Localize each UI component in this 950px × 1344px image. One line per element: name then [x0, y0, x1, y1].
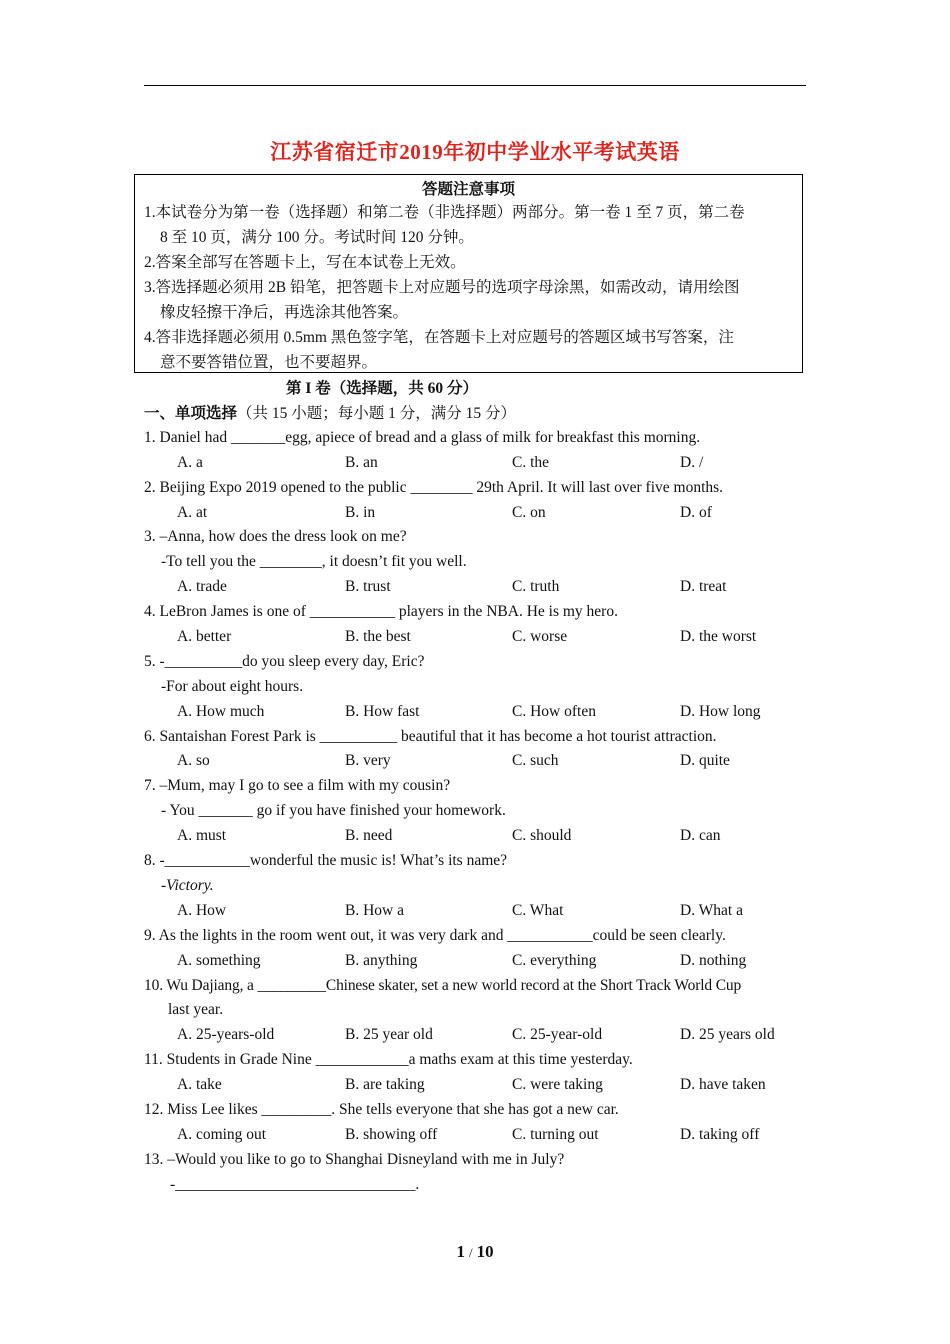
option-b: B. are taking	[345, 1076, 425, 1093]
notice-line: 3.答选择题必须用 2B 铅笔，把答题卡上对应题号的选项字母涂黑，如需改动，请用绘图	[144, 279, 740, 296]
page-separator: /	[468, 1245, 473, 1260]
option-b: B. 25 year old	[345, 1026, 433, 1043]
option-a: A. trade	[177, 578, 227, 595]
question-stem: 4. LeBron James is one of ___________ players in the NBA. He is my hero.	[144, 603, 618, 620]
option-c: C. the	[512, 454, 550, 471]
document-title: 江苏省宿迁市2019年初中学业水平考试英语	[270, 140, 680, 164]
option-c: C. turning out	[512, 1126, 599, 1143]
question-stem: 9. As the lights in the room went out, it was very dark and ___________could be seen clearly.	[144, 927, 726, 944]
option-b: B. an	[345, 454, 378, 471]
option-a: A. 25-years-old	[177, 1026, 275, 1043]
question-stem: 11. Students in Grade Nine ____________a maths exam at this time yesterday.	[144, 1051, 633, 1068]
question-stem: 7. –Mum, may I go to see a film with my cousin?	[144, 777, 451, 794]
notice-line: 1.本试卷分为第一卷（选择题）和第二卷（非选择题）两部分。第一卷 1 至 7 页，第二卷	[144, 204, 745, 221]
option-d: D. of	[680, 504, 712, 521]
question-stem: 5. -__________do you sleep every day, Eric?	[144, 653, 425, 670]
option-b: B. the best	[345, 628, 411, 645]
option-d: D. can	[680, 827, 721, 844]
question-stem: 12. Miss Lee likes _________. She tells everyone that she has got a new car.	[144, 1101, 619, 1118]
notice-line: 意不要答错位置，也不要超界。	[160, 354, 378, 371]
option-b: B. anything	[345, 952, 418, 969]
option-d: D. What a	[680, 902, 743, 919]
option-d: D. have taken	[680, 1076, 766, 1093]
option-d: D. 25 years old	[680, 1026, 775, 1043]
option-b: B. trust	[345, 578, 391, 595]
option-a: A. coming out	[177, 1126, 267, 1143]
option-b: B. showing off	[345, 1126, 438, 1143]
notice-heading: 答题注意事项	[421, 181, 515, 198]
option-c: C. worse	[512, 628, 568, 645]
option-a: A. How much	[177, 703, 265, 720]
option-a: A. must	[177, 827, 227, 844]
question-stem: 1. Daniel had _______egg, apiece of bread and a glass of milk for breakfast this morning.	[144, 429, 701, 446]
option-c: C. should	[512, 827, 572, 844]
option-b: B. How fast	[345, 703, 420, 720]
answer-blank: -_______________________________.	[170, 1176, 420, 1193]
question-dialogue: -Victory.	[161, 877, 214, 894]
question-stem: 6. Santaishan Forest Park is __________ beautiful that it has become a hot tourist attraction.	[144, 728, 717, 745]
option-c: C. How often	[512, 703, 596, 720]
question-stem: 10. Wu Dajiang, a _________Chinese skater, set a new world record at the Short Track World Cup	[144, 977, 742, 994]
section-heading: 一、单项选择	[144, 405, 238, 422]
option-c: C. truth	[512, 578, 560, 595]
option-d: D. taking off	[680, 1126, 760, 1143]
option-a: A. a	[177, 454, 203, 471]
question-stem: 2. Beijing Expo 2019 opened to the public ________ 29th April. It will last over five months.	[144, 479, 724, 496]
notice-line: 8 至 10 页，满分 100 分。考试时间 120 分钟。	[160, 229, 474, 246]
option-b: B. need	[345, 827, 393, 844]
question-stem: 3. –Anna, how does the dress look on me?	[144, 528, 407, 545]
option-b: B. very	[345, 752, 391, 769]
option-a: A. How	[177, 902, 227, 919]
section-note: （共 15 小题；每小题 1 分，满分 15 分）	[237, 405, 517, 422]
option-d: D. How long	[680, 703, 761, 720]
notice-line: 2.答案全部写在答题卡上，写在本试卷上无效。	[144, 254, 466, 271]
option-a: A. take	[177, 1076, 222, 1093]
option-c: C. were taking	[512, 1076, 603, 1093]
question-dialogue: -For about eight hours.	[161, 678, 304, 695]
header-rule	[144, 85, 806, 86]
option-c: C. such	[512, 752, 559, 769]
question-dialogue: -To tell you the ________, it doesn’t fit you well.	[161, 553, 467, 570]
question-stem-continued: last year.	[168, 1001, 224, 1018]
option-d: D. /	[680, 454, 704, 471]
option-d: D. treat	[680, 578, 727, 595]
total-pages: 10	[476, 1242, 494, 1261]
option-d: D. the worst	[680, 628, 757, 645]
option-d: D. nothing	[680, 952, 747, 969]
notice-line: 4.答非选择题必须用 0.5mm 黑色签字笔，在答题卡上对应题号的答题区域书写答案，注	[144, 329, 734, 346]
option-d: D. quite	[680, 752, 730, 769]
option-c: C. What	[512, 902, 564, 919]
page-number	[0, 1242, 950, 1262]
option-a: A. so	[177, 752, 210, 769]
question-stem: 13. –Would you like to go to Shanghai Disneyland with me in July?	[144, 1151, 565, 1168]
notice-line: 橡皮轻擦干净后，再选涂其他答案。	[160, 304, 409, 321]
question-dialogue: - You _______ go if you have finished your homework.	[161, 802, 506, 819]
option-a: A. better	[177, 628, 232, 645]
option-c: C. everything	[512, 952, 597, 969]
notice-box	[134, 174, 803, 373]
option-b: B. in	[345, 504, 376, 521]
section-title	[144, 402, 516, 426]
question-stem: 8. -___________wonderful the music is! What’s its name?	[144, 852, 508, 869]
option-a: A. at	[177, 504, 208, 521]
part-title: 第 I 卷（选择题，共 60 分）	[286, 380, 479, 397]
current-page: 1	[456, 1242, 465, 1261]
option-a: A. something	[177, 952, 261, 969]
option-c: C. 25-year-old	[512, 1026, 603, 1043]
option-c: C. on	[512, 504, 546, 521]
option-b: B. How a	[345, 902, 404, 919]
